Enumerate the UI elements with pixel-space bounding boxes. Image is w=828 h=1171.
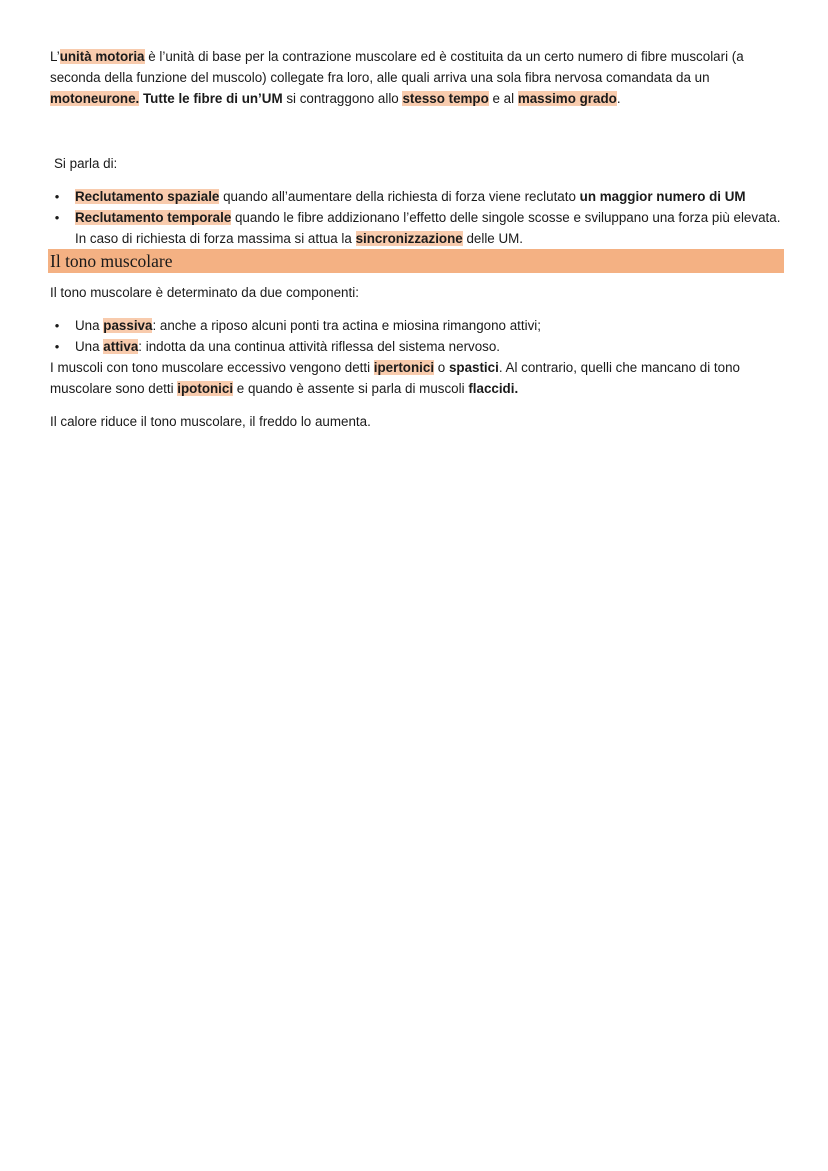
si-parla-label: Si parla di:	[54, 156, 118, 171]
list-item: • Reclutamento temporale quando le fibre addizionano l’effetto delle singole scosse e sviluppano una forza più elevata. In caso di richiesta di forza massima si attua la sincronizzazione delle UM.	[50, 207, 782, 249]
intro-paragraph: L’unità motoria è l’unità di base per la contrazione muscolare ed è costituita da un certo numero di fibre muscolari (a seconda della funzione del muscolo) collegate fra loro, alle quali arriva una sola fibra nervosa comandata da un motoneurone. Tutte le fibre di un’UM si contraggono allo stesso tempo e al massimo grado.	[50, 49, 744, 106]
page-content	[50, 46, 782, 432]
list-item: • Una passiva: anche a riposo alcuni ponti tra actina e miosina rimangono attivi;	[50, 315, 782, 336]
calore-paragraph: Il calore riduce il tono muscolare, il freddo lo aumenta.	[50, 414, 371, 429]
highlight-unita-motoria: unità motoria	[59, 49, 145, 64]
highlight-massimo-grado: massimo grado	[517, 91, 617, 106]
bullet-icon: •	[54, 318, 60, 333]
highlight-ipotonici: ipotonici	[177, 381, 234, 396]
bold-fibre-um: Tutte le fibre di un’UM	[139, 91, 283, 106]
tono-paragraph: I muscoli con tono muscolare eccessivo vengono detti ipertonici o spastici. Al contrario, quelli che mancano di tono muscolare sono detti ipotonici e quando è assente si parla di muscoli flaccidi.	[50, 360, 740, 396]
componenti-list	[50, 315, 782, 357]
section-heading-tono: Il tono muscolare	[48, 249, 784, 273]
tono-intro: Il tono muscolare è determinato da due componenti:	[50, 285, 359, 300]
bullet-icon: •	[54, 210, 60, 225]
reclutamento-list	[50, 186, 782, 249]
highlight-motoneurone: motoneurone.	[50, 91, 140, 106]
highlight-stesso-tempo: stesso tempo	[402, 91, 489, 106]
list-item: • Reclutamento spaziale quando all’aumentare della richiesta di forza viene reclutato un maggior numero di UM	[50, 186, 782, 207]
highlight-ipertonici: ipertonici	[373, 360, 435, 375]
list-item: • Una attiva: indotta da una continua attività riflessa del sistema nervoso.	[50, 336, 782, 357]
bullet-icon: •	[54, 339, 60, 354]
bullet-icon: •	[54, 189, 60, 204]
